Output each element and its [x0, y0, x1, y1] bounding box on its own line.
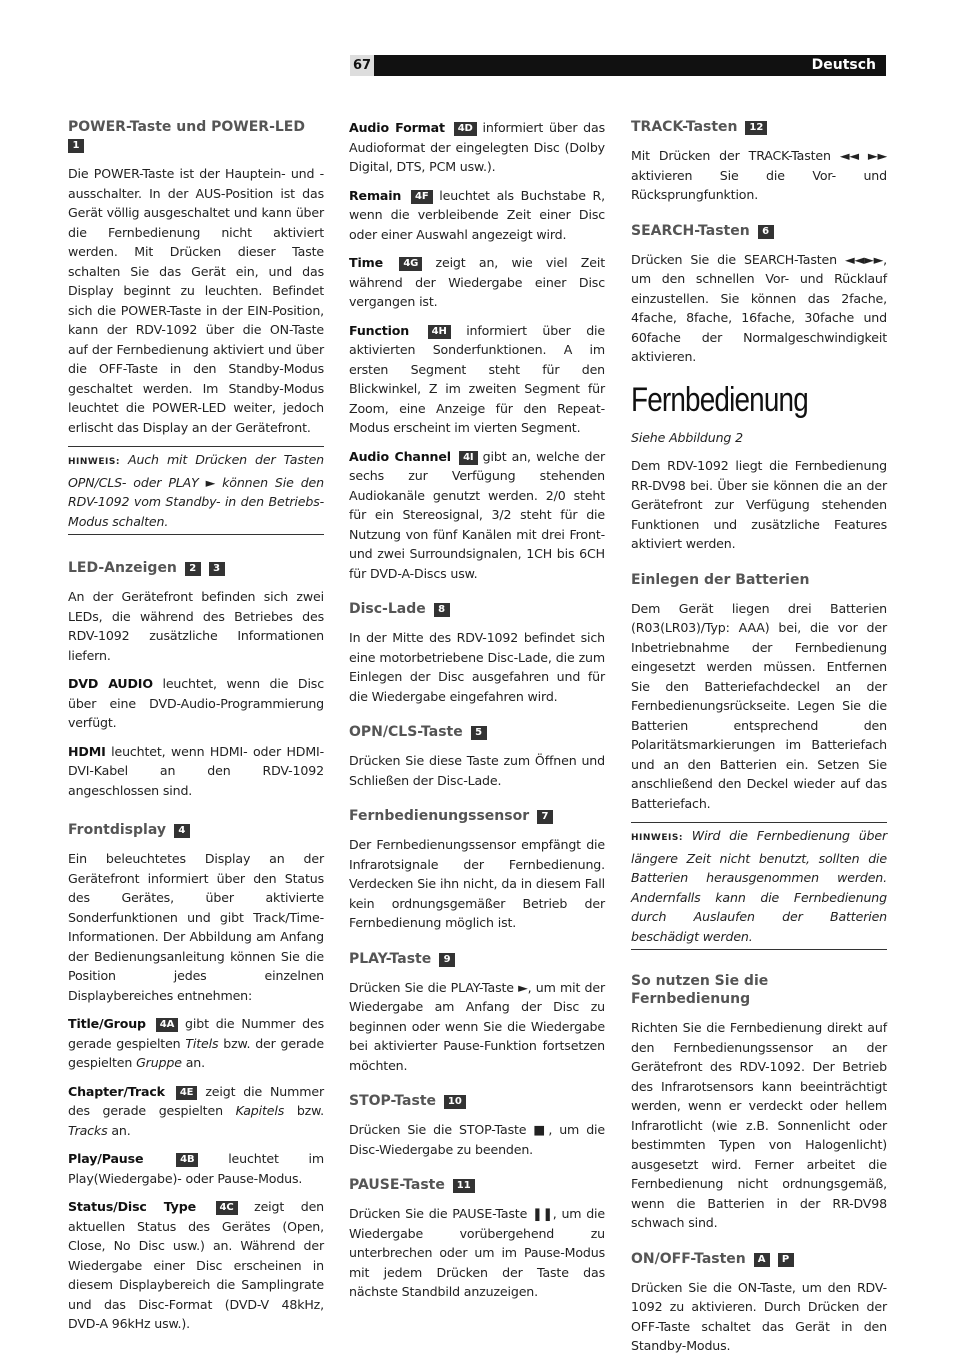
paragraph: Drücken Sie die STOP-Taste ■, um die Disc-Wiedergabe zu beenden. — [349, 1122, 605, 1157]
figure-reference: Siehe Abbildung 2 — [631, 429, 743, 445]
paragraph: Die POWER-Taste ist der Hauptein- und -ausschalter. In der AUS-Position ist das Gerät völlig ausgeschaltet und kann über die Fernbedienung nicht aktiviert werden. Mit Drücken dieser Taste schalten Sie das Gerät ein, und das Display beginnt zu leuchten. Befindet sich die POWER-Taste in der EIN-Position, kann der RDV-1092 über die ON-Taste auf der Fernbedienung aktiviert und über die OFF-Taste in den Standby-Modus geschaltet werden. Im Standby-Modus leuchtet die POWER-LED weiter, jedoch erlischt das Display an der Gerätefront. — [68, 166, 324, 435]
paragraph: Drücken Sie die SEARCH-Tasten ◄◄►►, um den schnellen Vor- und Rücklauf einzustellen. Sie können das 2fache, 4fache, 8fache, 16fache, 30fache und 60fache der Normalgeschwindigkeit aktivieren. — [631, 251, 887, 364]
section-title: PAUSE-Taste 11 — [349, 1176, 605, 1194]
page-number: 67 — [350, 55, 374, 76]
section-title: Disc-Lade 8 — [349, 600, 605, 618]
section-title: STOP-Taste 10 — [349, 1092, 605, 1110]
paragraph: Drücken Sie die ON-Taste, um den RDV-1092 zu aktivieren. Durch Drücken der OFF-Taste schaltet das Gerät in den Standby-Modus. — [631, 1279, 887, 1353]
paragraph: Drücken Sie die PLAY-Taste ►, um mit der Wiedergabe am Anfang der Disc zu beginnen oder wenn Sie die Wiedergabe bei aktivierter Pause-Funktion fortsetzen möchten. — [349, 979, 605, 1073]
paragraph: Status/Disc Type 4C zeigt den aktuellen Status des Gerätes (Open, Close, No Disc usw.) an. Während der Wiedergabe einer Disc erscheinen in diesem Displaybereich die Samplingrate und das Disc-Format (DVD-V 48kHz, DVD-A 96kHz usw.). — [68, 1199, 325, 1331]
language-label: Deutsch — [811, 57, 876, 73]
paragraph: Function 4H informiert über die aktivierten Sonderfunktionen. A im ersten Segment steht für den Blickwinkel, Z im zweiten Segment für Zoom, eine Anzeige für den Repeat-Modus erscheint im vierten Segment. — [349, 322, 606, 435]
paragraph: DVD AUDIO leuchtet, wenn die Disc über eine DVD-Audio-Programmierung verfügt. — [68, 676, 324, 730]
section-title: Frontdisplay 4 — [68, 821, 324, 839]
section-title: PLAY-Taste 9 — [349, 950, 605, 968]
paragraph: Remain 4F leuchtet als Buchstabe R, wenn die verbleibende Zeit einer Disc oder einer Auswahl angezeigt wird. — [349, 187, 606, 242]
note-box: HINWEIS: Auch mit Drücken der Tasten OPN/CLS- oder PLAY ► können Sie den RDV-1092 vom Standby- in den Betriebs-Modus schalten. — [68, 446, 324, 535]
paragraph: Drücken Sie die PAUSE-Taste ❚❚, um die Wiedergabe vorübergehend zu unterbrechen oder um im Pause-Modus mit jedem Drücken der Taste das nächste Standbild anzuzeigen. — [349, 1206, 605, 1299]
paragraph: Mit Drücken der TRACK-Tasten ◄◄ ►► aktivieren Sie die Vor- und Rücksprungfunktion. — [631, 148, 887, 202]
paragraph: Time 4G zeigt an, wie viel Zeit während der Wiedergabe einer Disc vergangen ist. — [349, 255, 605, 309]
paragraph: Play/Pause 4B leuchtet im Play(Wiedergabe)- oder Pause-Modus. — [68, 1151, 324, 1186]
column-1 — [68, 118, 324, 1343]
section-title: Einlegen der Batterien — [631, 571, 810, 588]
section-title: POWER-Taste und POWER-LED 1 — [68, 119, 305, 151]
page-title: Fernbedienung — [631, 380, 808, 419]
paragraph: Dem Gerät liegen drei Batterien (R03(LR03)/Typ: AAA) bei, die vor der Inbetriebnahme der Fernbedienung eingesetzt werden müssen. Entfernen Sie den Batteriefachdeckel an der Fernbedienungsrückseite. Legen Sie die Batterien entsprechend den Polaritätsmarkierungen im Batteriefach und an den Batterien ein. Setzen Sie anschließend den Deckel wieder auf das Batteriefach. — [631, 600, 887, 811]
paragraph: Richten Sie die Fernbedienung direkt auf den Fernbedienungssensor an der Gerätefront des RDV-1092. Der Betrieb des Infrarotsensors kann beeinträchtigt werden, wenn er verdeckt oder hellem Infrarotlicht (wie z.B. Sonnenlicht oder bestimmten Typen von Halogenlicht) ausgesetzt wird. Ferner arbeitet die Fernbedienung nicht ordnungsgemäß, wenn die Batterien in der RR-DV98 schwach sind. — [631, 1020, 887, 1230]
paragraph: Der Fernbedienungssensor empfängt die Infrarotsignale der Fernbedienung. Verdecken Sie ihn nicht, da in diesem Fall kein ordnungsgemäßer Betrieb der Fernbedienung möglich ist. — [349, 837, 605, 930]
paragraph: Drücken Sie diese Taste zum Öffnen und Schließen der Disc-Lade. — [349, 753, 605, 788]
section-title: TRACK-Tasten 12 — [631, 118, 887, 136]
page-header — [350, 55, 886, 76]
paragraph: Audio Channel 4I gibt an, welche der sechs zur Verfügung stehenden Audiokanäle genutzt werden. 2/0 steht für ein Stereosignal, 3/2 steht für die Nutzung von fünf Kanälen mit drei Front- und zwei Surroundsignalen, 1CH bis 6CH für DVD-A-Discs usw. — [349, 448, 605, 581]
paragraph: In der Mitte des RDV-1092 befindet sich eine motorbetriebene Disc-Lade, die zum Einlegen der Disc ausgefahren und für die Wiedergabe eingefahren wird. — [349, 630, 605, 704]
column-2 — [349, 118, 605, 1311]
paragraph: Audio Format 4D informiert über das Audioformat der eingelegten Disc (Dolby Digital, DTS, PCM usw.). — [349, 120, 606, 174]
column-3 — [631, 118, 887, 1365]
paragraph: HDMI leuchtet, wenn HDMI- oder HDMI-DVI-Kabel an den RDV-1092 angeschlossen sind. — [68, 743, 324, 798]
section-title: OPN/CLS-Taste 5 — [349, 723, 605, 741]
paragraph: Title/Group 4A gibt die Nummer des gerade gespielten Titels bzw. der gerade gespielten Gruppe an. — [68, 1016, 325, 1070]
paragraph: Dem RDV-1092 liegt die Fernbedienung RR-DV98 bei. Über sie können die an der Gerätefront zur Verfügung stehenden Funktionen und zusätzliche Features aktiviert werden. — [631, 458, 887, 551]
paragraph: An der Gerätefront befinden sich zwei LEDs, die während des Betriebes des RDV-1092 zusätzliche Informationen liefern. — [68, 589, 324, 663]
paragraph: Chapter/Track 4E zeigt die Nummer des gerade gespielten Kapitels bzw. Tracks an. — [68, 1083, 324, 1138]
section-title: Fernbedienungssensor 7 — [349, 807, 605, 825]
section-title: LED-Anzeigen 2 3 — [68, 559, 324, 577]
section-title: So nutzen Sie die Fernbedienung — [631, 973, 769, 1007]
section-title: SEARCH-Tasten 6 — [631, 222, 887, 240]
section-title: ON/OFF-Tasten A P — [631, 1250, 887, 1268]
note-box: HINWEIS: Wird die Fernbedienung über längere Zeit nicht benutzt, sollten die Batterien herausgenommen werden. Andernfalls kann die Fernbedienung durch Auslaufen der Batterien beschädigt werden. — [631, 822, 887, 950]
paragraph: Ein beleuchtetes Display an der Gerätefront informiert über den Status des Gerätes, über aktivierte Sonderfunktionen und gibt Track/Time-Informationen. Der Abbildung am Anfang der Bedienungsanleitung können Sie die Position jedes einzelnen Displaybereiches entnehmen: — [68, 851, 324, 1003]
